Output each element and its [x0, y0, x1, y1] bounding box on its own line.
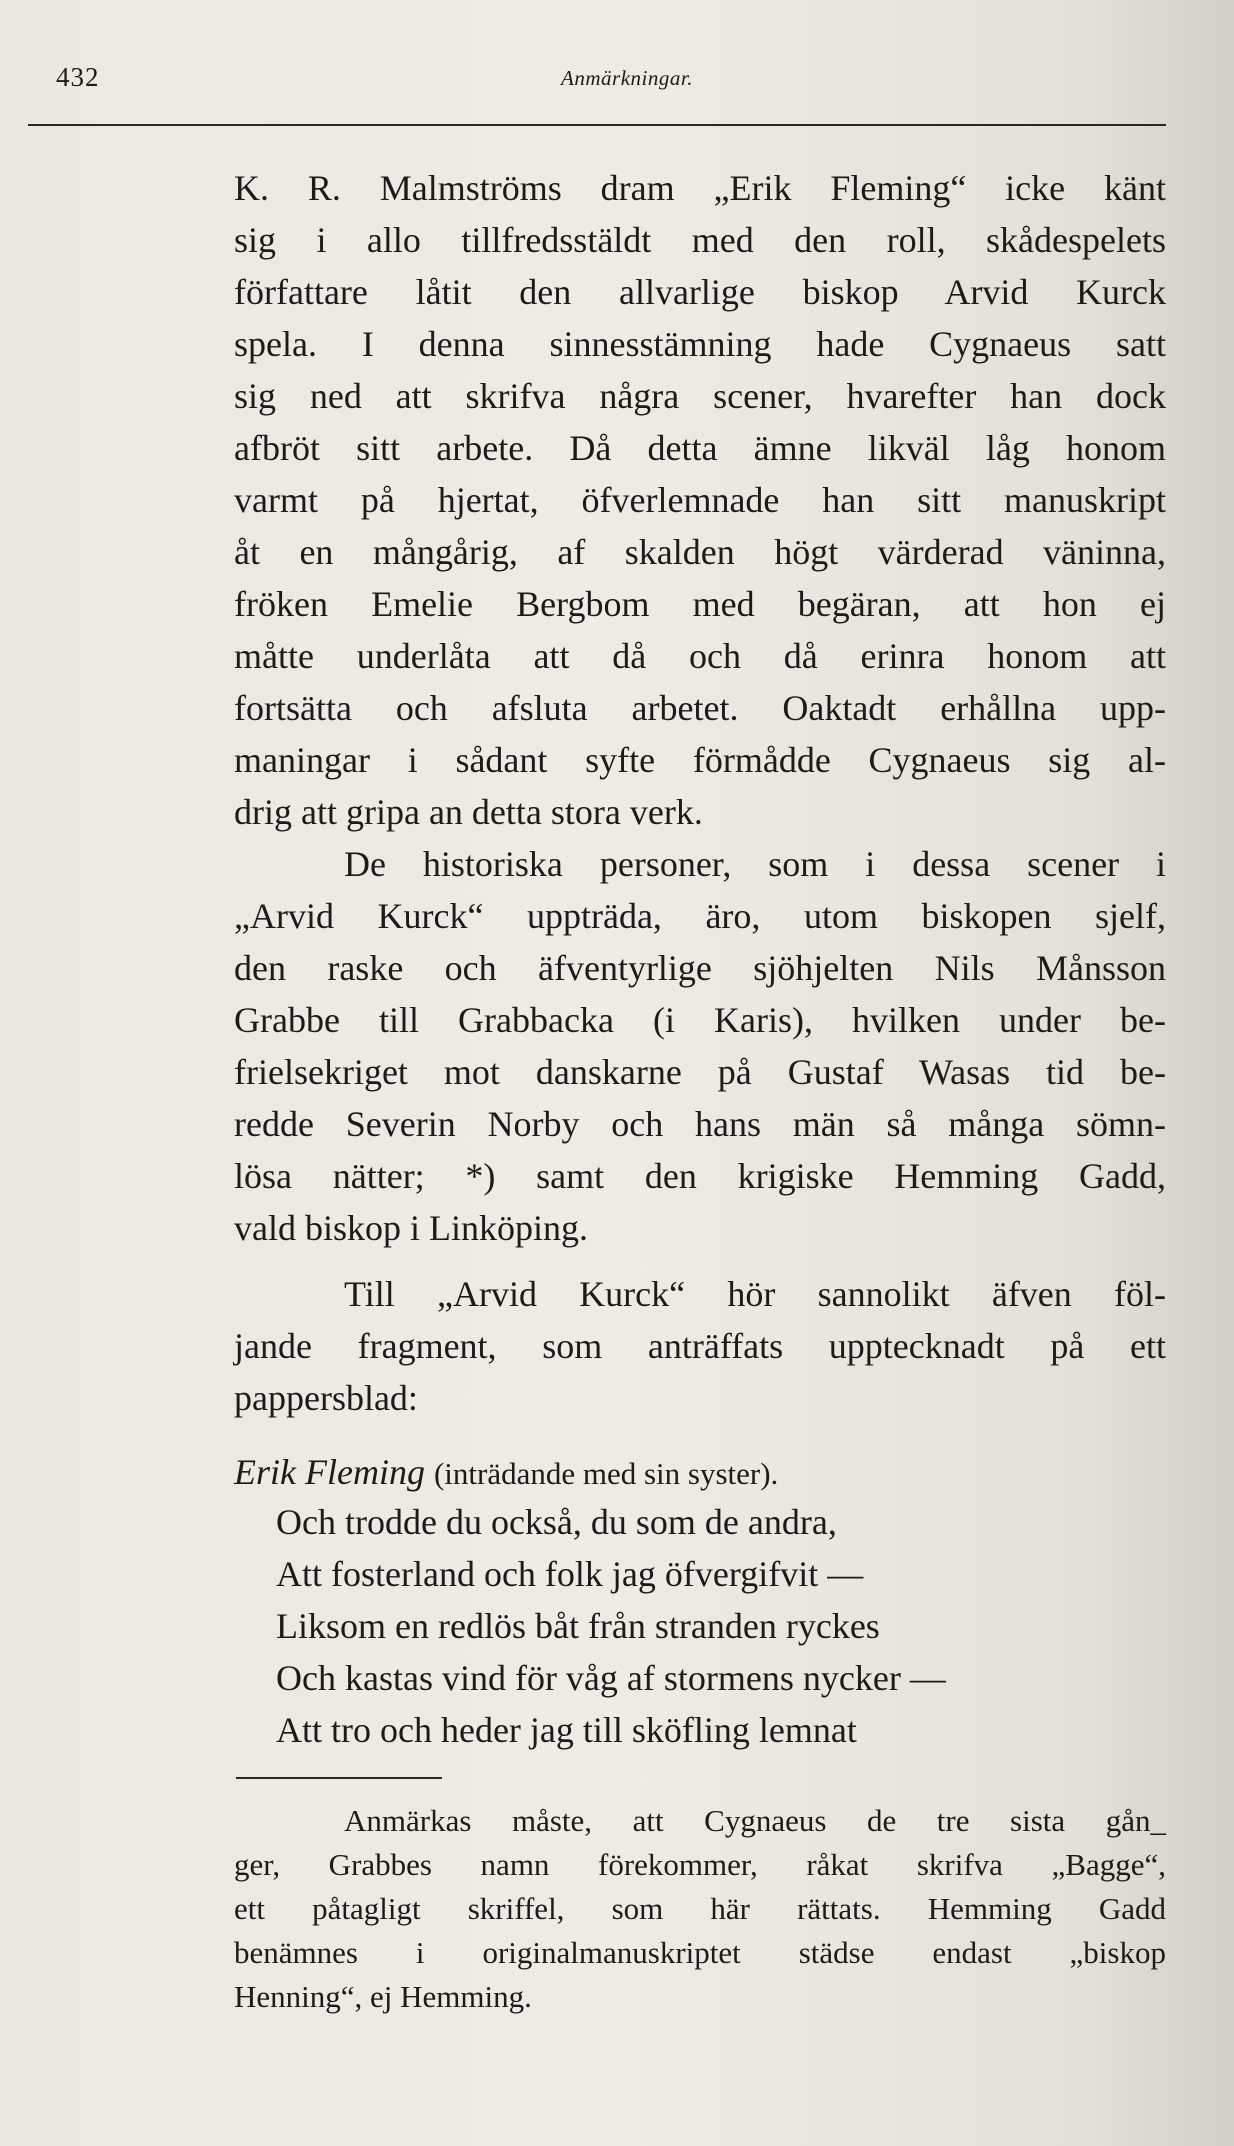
text-line: Grabbe till Grabbacka (i Karis), hvilken under be-	[234, 1000, 1166, 1040]
text-line: frielsekriget mot danskarne på Gustaf Wasas tid be-	[234, 1052, 1166, 1092]
footnote-line: Henning“, ej Hemming.	[234, 1979, 532, 2014]
text-line: Till „Arvid Kurck“ hör sannolikt äfven föl-	[344, 1274, 1166, 1314]
text-line: jande fragment, som anträffats upptecknadt på ett	[234, 1326, 1166, 1366]
page-number: 432	[56, 62, 100, 92]
footnote-line: benämnes i originalmanuskriptet städse endast „biskop	[234, 1935, 1166, 1970]
text-line: lösa nätter; *) samt den krigiske Hemming Gadd,	[234, 1156, 1166, 1196]
text-line: författare låtit den allvarlige biskop Arvid Kurck	[234, 272, 1166, 312]
text-line: drig att gripa an detta stora verk.	[234, 792, 703, 832]
text-line: redde Severin Norby och hans män så många sömn-	[234, 1104, 1166, 1144]
stage-direction: (inträdande med sin syster).	[433, 1456, 779, 1491]
speaker-name: Erik Fleming	[234, 1452, 425, 1492]
footnote-line: ger, Grabbes namn förekommer, råkat skrifva „Bagge“,	[234, 1847, 1166, 1882]
text-line: „Arvid Kurck“ uppträda, äro, utom biskopen sjelf,	[234, 896, 1166, 936]
text-line: spela. I denna sinnesstämning hade Cygnaeus satt	[234, 324, 1166, 364]
footnote-line: ett påtagligt skriffel, som här rättats. Hemming Gadd	[234, 1891, 1166, 1926]
text-line: K. R. Malmströms dram „Erik Fleming“ icke känt	[234, 168, 1166, 208]
text-line: sig ned att skrifva några scener, hvarefter han dock	[234, 376, 1166, 416]
header-rule	[28, 124, 1166, 126]
running-title: Anmärkningar.	[561, 66, 693, 90]
text-line: De historiska personer, som i dessa scener i	[344, 844, 1166, 884]
text-line: maningar i sådant syfte förmådde Cygnaeus sig al-	[234, 740, 1166, 780]
footnote-line: Anmärkas måste, att Cygnaeus de tre sista gån_	[344, 1803, 1166, 1838]
verse-line: Liksom en redlös båt från stranden ryckes	[276, 1606, 880, 1646]
text-line: vald biskop i Linköping.	[234, 1208, 588, 1248]
text-line: sig i allo tillfredsstäldt med den roll, skådespelets	[234, 220, 1166, 260]
text-line: fortsätta och afsluta arbetet. Oaktadt erhållna upp-	[234, 688, 1166, 728]
text-line: den raske och äfventyrlige sjöhjelten Nils Månsson	[234, 948, 1166, 988]
text-line: måtte underlåta att då och då erinra honom att	[234, 636, 1166, 676]
verse-line: Att fosterland och folk jag öfvergifvit —	[276, 1554, 864, 1594]
text-line: afbröt sitt arbete. Då detta ämne likväl låg honom	[234, 428, 1166, 468]
verse-heading	[234, 1446, 778, 1498]
text-line: pappersblad:	[234, 1378, 418, 1418]
text-line: åt en mångårig, af skalden högt värderad väninna,	[234, 532, 1166, 572]
verse-line: Och trodde du också, du som de andra,	[276, 1502, 837, 1542]
verse-line: Och kastas vind för våg af stormens nycker —	[276, 1658, 946, 1698]
text-line: fröken Emelie Bergbom med begäran, att hon ej	[234, 584, 1166, 624]
text-line: varmt på hjertat, öfverlemnade han sitt manuskript	[234, 480, 1166, 520]
verse-line: Att tro och heder jag till sköfling lemnat	[276, 1710, 857, 1750]
footnote-rule	[236, 1777, 442, 1779]
